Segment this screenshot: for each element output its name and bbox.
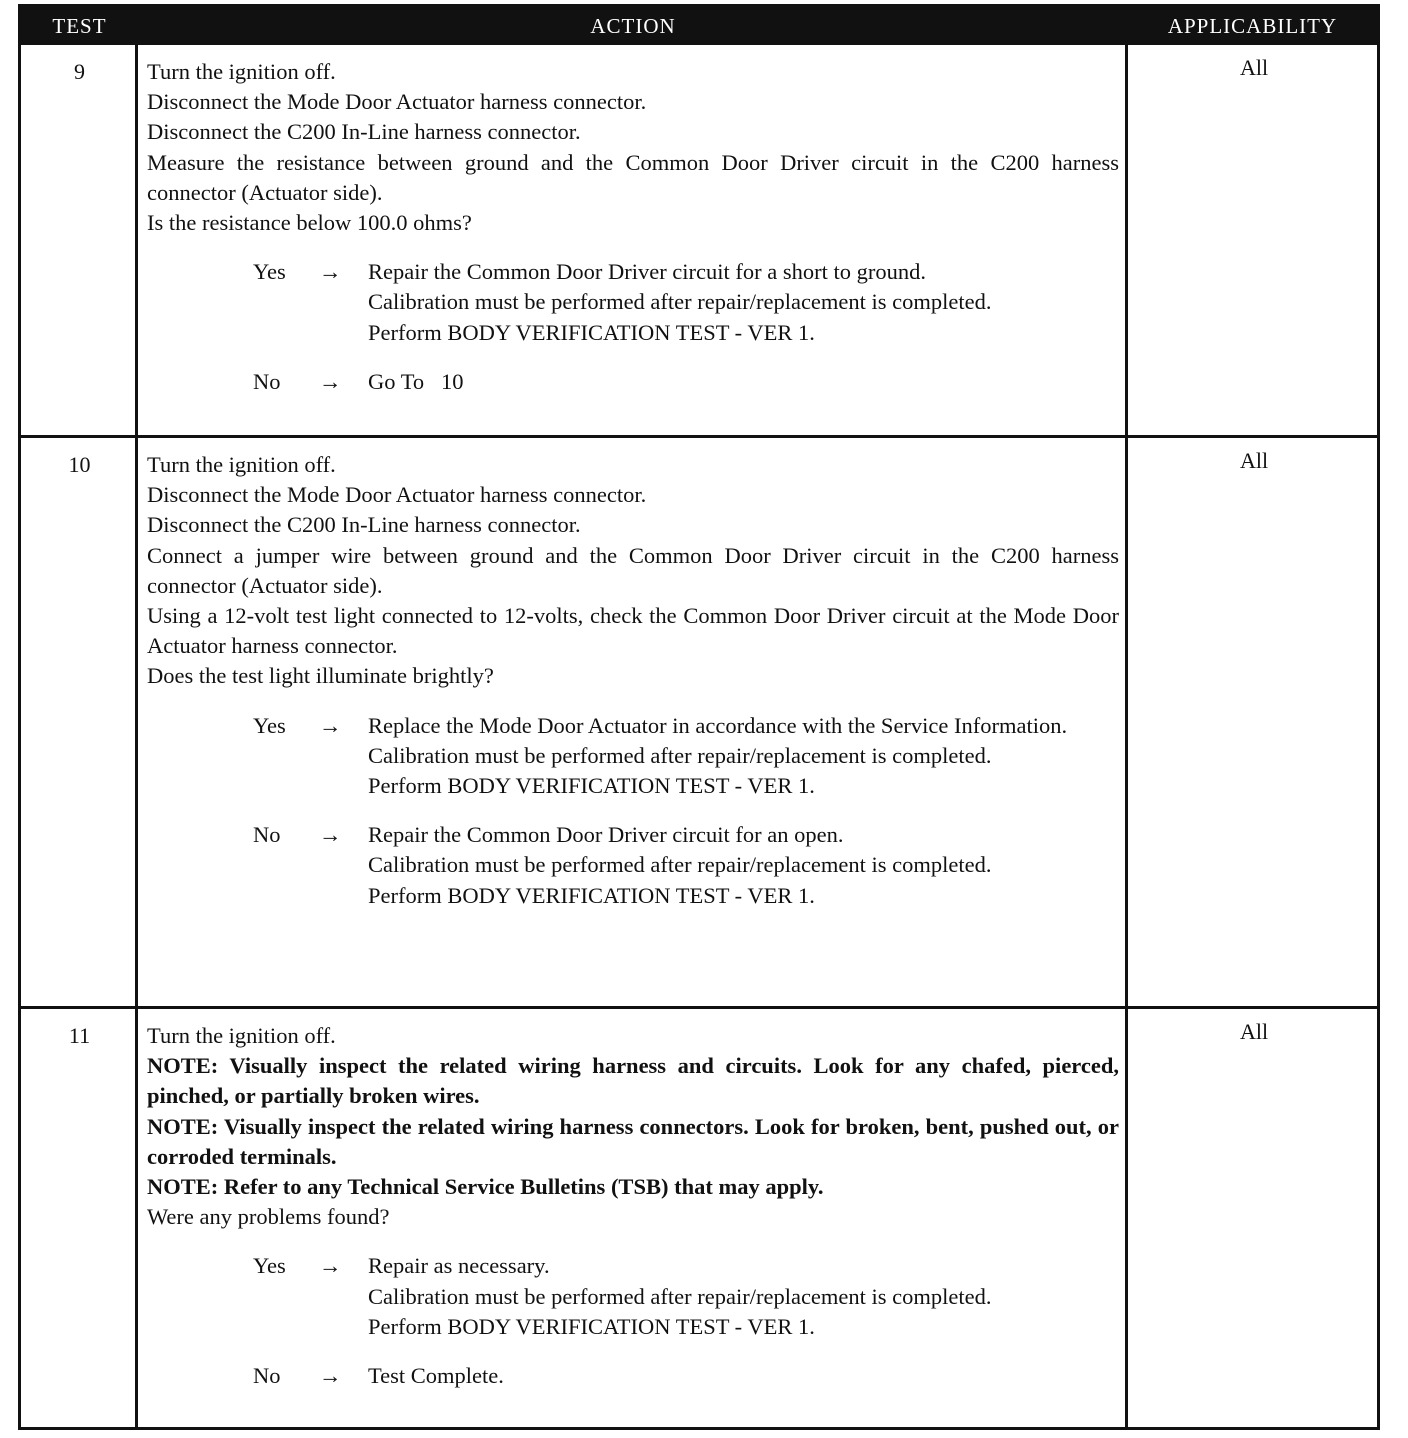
test-number: 10 (68, 452, 91, 477)
arrow-icon: → (319, 712, 342, 738)
response-line: Go To 10 (368, 368, 464, 394)
arrow-icon: → (319, 1253, 342, 1279)
action-step: Disconnect the Mode Door Actuator harness connector. (147, 482, 647, 508)
response-line: Replace the Mode Door Actuator in accordance with the Service Information. (368, 712, 1068, 738)
no-response (147, 367, 1119, 397)
response-line: Repair the Common Door Driver circuit for a short to ground. (368, 259, 926, 285)
test-row-9 (21, 45, 1377, 435)
response-text (368, 711, 1119, 802)
yes-response (147, 1251, 1119, 1342)
action-step: Disconnect the C200 In-Line harness connector. (147, 512, 581, 538)
test-row-10 (21, 438, 1377, 1006)
response-label-yes: Yes (253, 259, 286, 285)
note-text: NOTE: Visually inspect the related wiring harness and circuits. Look for any chafed, pierced, pinched, or partially broken wires. (147, 1053, 1119, 1109)
action-step: Using a 12-volt test light connected to 12-volts, check the Common Door Driver circuit at the Mode Door Actuator harness connector. (147, 603, 1119, 659)
header-test: TEST (52, 14, 107, 38)
response-label-yes: Yes (253, 1253, 286, 1279)
header-action: ACTION (590, 14, 676, 38)
action-step: Does the test light illuminate brightly? (147, 663, 494, 689)
action-step: Turn the ignition off. (147, 59, 336, 84)
action-step: Disconnect the C200 In-Line harness connector. (147, 119, 581, 145)
note-text: NOTE: Refer to any Technical Service Bulletins (TSB) that may apply. (147, 1174, 824, 1200)
no-response (147, 820, 1119, 911)
test-number: 11 (68, 1023, 91, 1048)
test-action (147, 57, 1119, 397)
response-label-yes: Yes (253, 712, 286, 738)
action-step: Turn the ignition off. (147, 452, 336, 477)
response-text (368, 257, 1119, 348)
response-text (368, 367, 1119, 397)
action-step: Connect a jumper wire between ground and the Common Door Driver circuit in the C200 harness connector (Actuator side). (147, 542, 1119, 598)
diagnostic-test-table (18, 4, 1380, 1430)
response-line: Repair the Common Door Driver circuit for an open. (368, 822, 844, 848)
response-line: Repair as necessary. (368, 1253, 550, 1279)
action-step: Disconnect the Mode Door Actuator harness connector. (147, 89, 647, 115)
arrow-icon: → (319, 1363, 342, 1389)
arrow-icon: → (319, 259, 342, 285)
header-applicability: APPLICABILITY (1167, 14, 1338, 38)
test-action (147, 450, 1119, 911)
note-text: NOTE: Visually inspect the related wiring harness connectors. Look for broken, bent, pushed out, or corroded terminals. (147, 1113, 1119, 1169)
test-row-11 (21, 1009, 1377, 1427)
test-applicability: All (1239, 55, 1269, 80)
yes-response (147, 711, 1119, 802)
response-text (368, 1251, 1119, 1342)
test-number: 9 (74, 59, 85, 84)
response-line: Perform BODY VERIFICATION TEST - VER 1. (368, 319, 815, 345)
arrow-icon: → (319, 822, 342, 848)
response-line: Calibration must be performed after repair/replacement is completed. (368, 289, 992, 315)
response-line: Calibration must be performed after repair/replacement is completed. (368, 742, 992, 768)
table-header (21, 7, 1377, 45)
response-label-no: No (253, 368, 281, 394)
test-applicability: All (1239, 448, 1269, 473)
action-step: Is the resistance below 100.0 ohms? (147, 210, 472, 236)
response-text (368, 820, 1119, 911)
response-line: Perform BODY VERIFICATION TEST - VER 1. (368, 773, 815, 799)
arrow-icon: → (319, 368, 342, 394)
response-line: Calibration must be performed after repair/replacement is completed. (368, 1283, 992, 1309)
action-step: Were any problems found? (147, 1204, 390, 1230)
response-label-no: No (253, 822, 281, 848)
test-action (147, 1021, 1119, 1391)
action-step: Turn the ignition off. (147, 1023, 336, 1048)
no-response (147, 1361, 1119, 1391)
response-line: Perform BODY VERIFICATION TEST - VER 1. (368, 882, 815, 908)
action-step: Measure the resistance between ground and the Common Door Driver circuit in the C200 harness connector (Actuator side). (147, 149, 1119, 205)
response-line: Perform BODY VERIFICATION TEST - VER 1. (368, 1313, 815, 1339)
test-applicability: All (1239, 1019, 1269, 1044)
response-line: Calibration must be performed after repair/replacement is completed. (368, 852, 992, 878)
response-line: Test Complete. (368, 1363, 504, 1389)
yes-response (147, 257, 1119, 348)
response-text (368, 1361, 1119, 1391)
response-label-no: No (253, 1363, 281, 1389)
